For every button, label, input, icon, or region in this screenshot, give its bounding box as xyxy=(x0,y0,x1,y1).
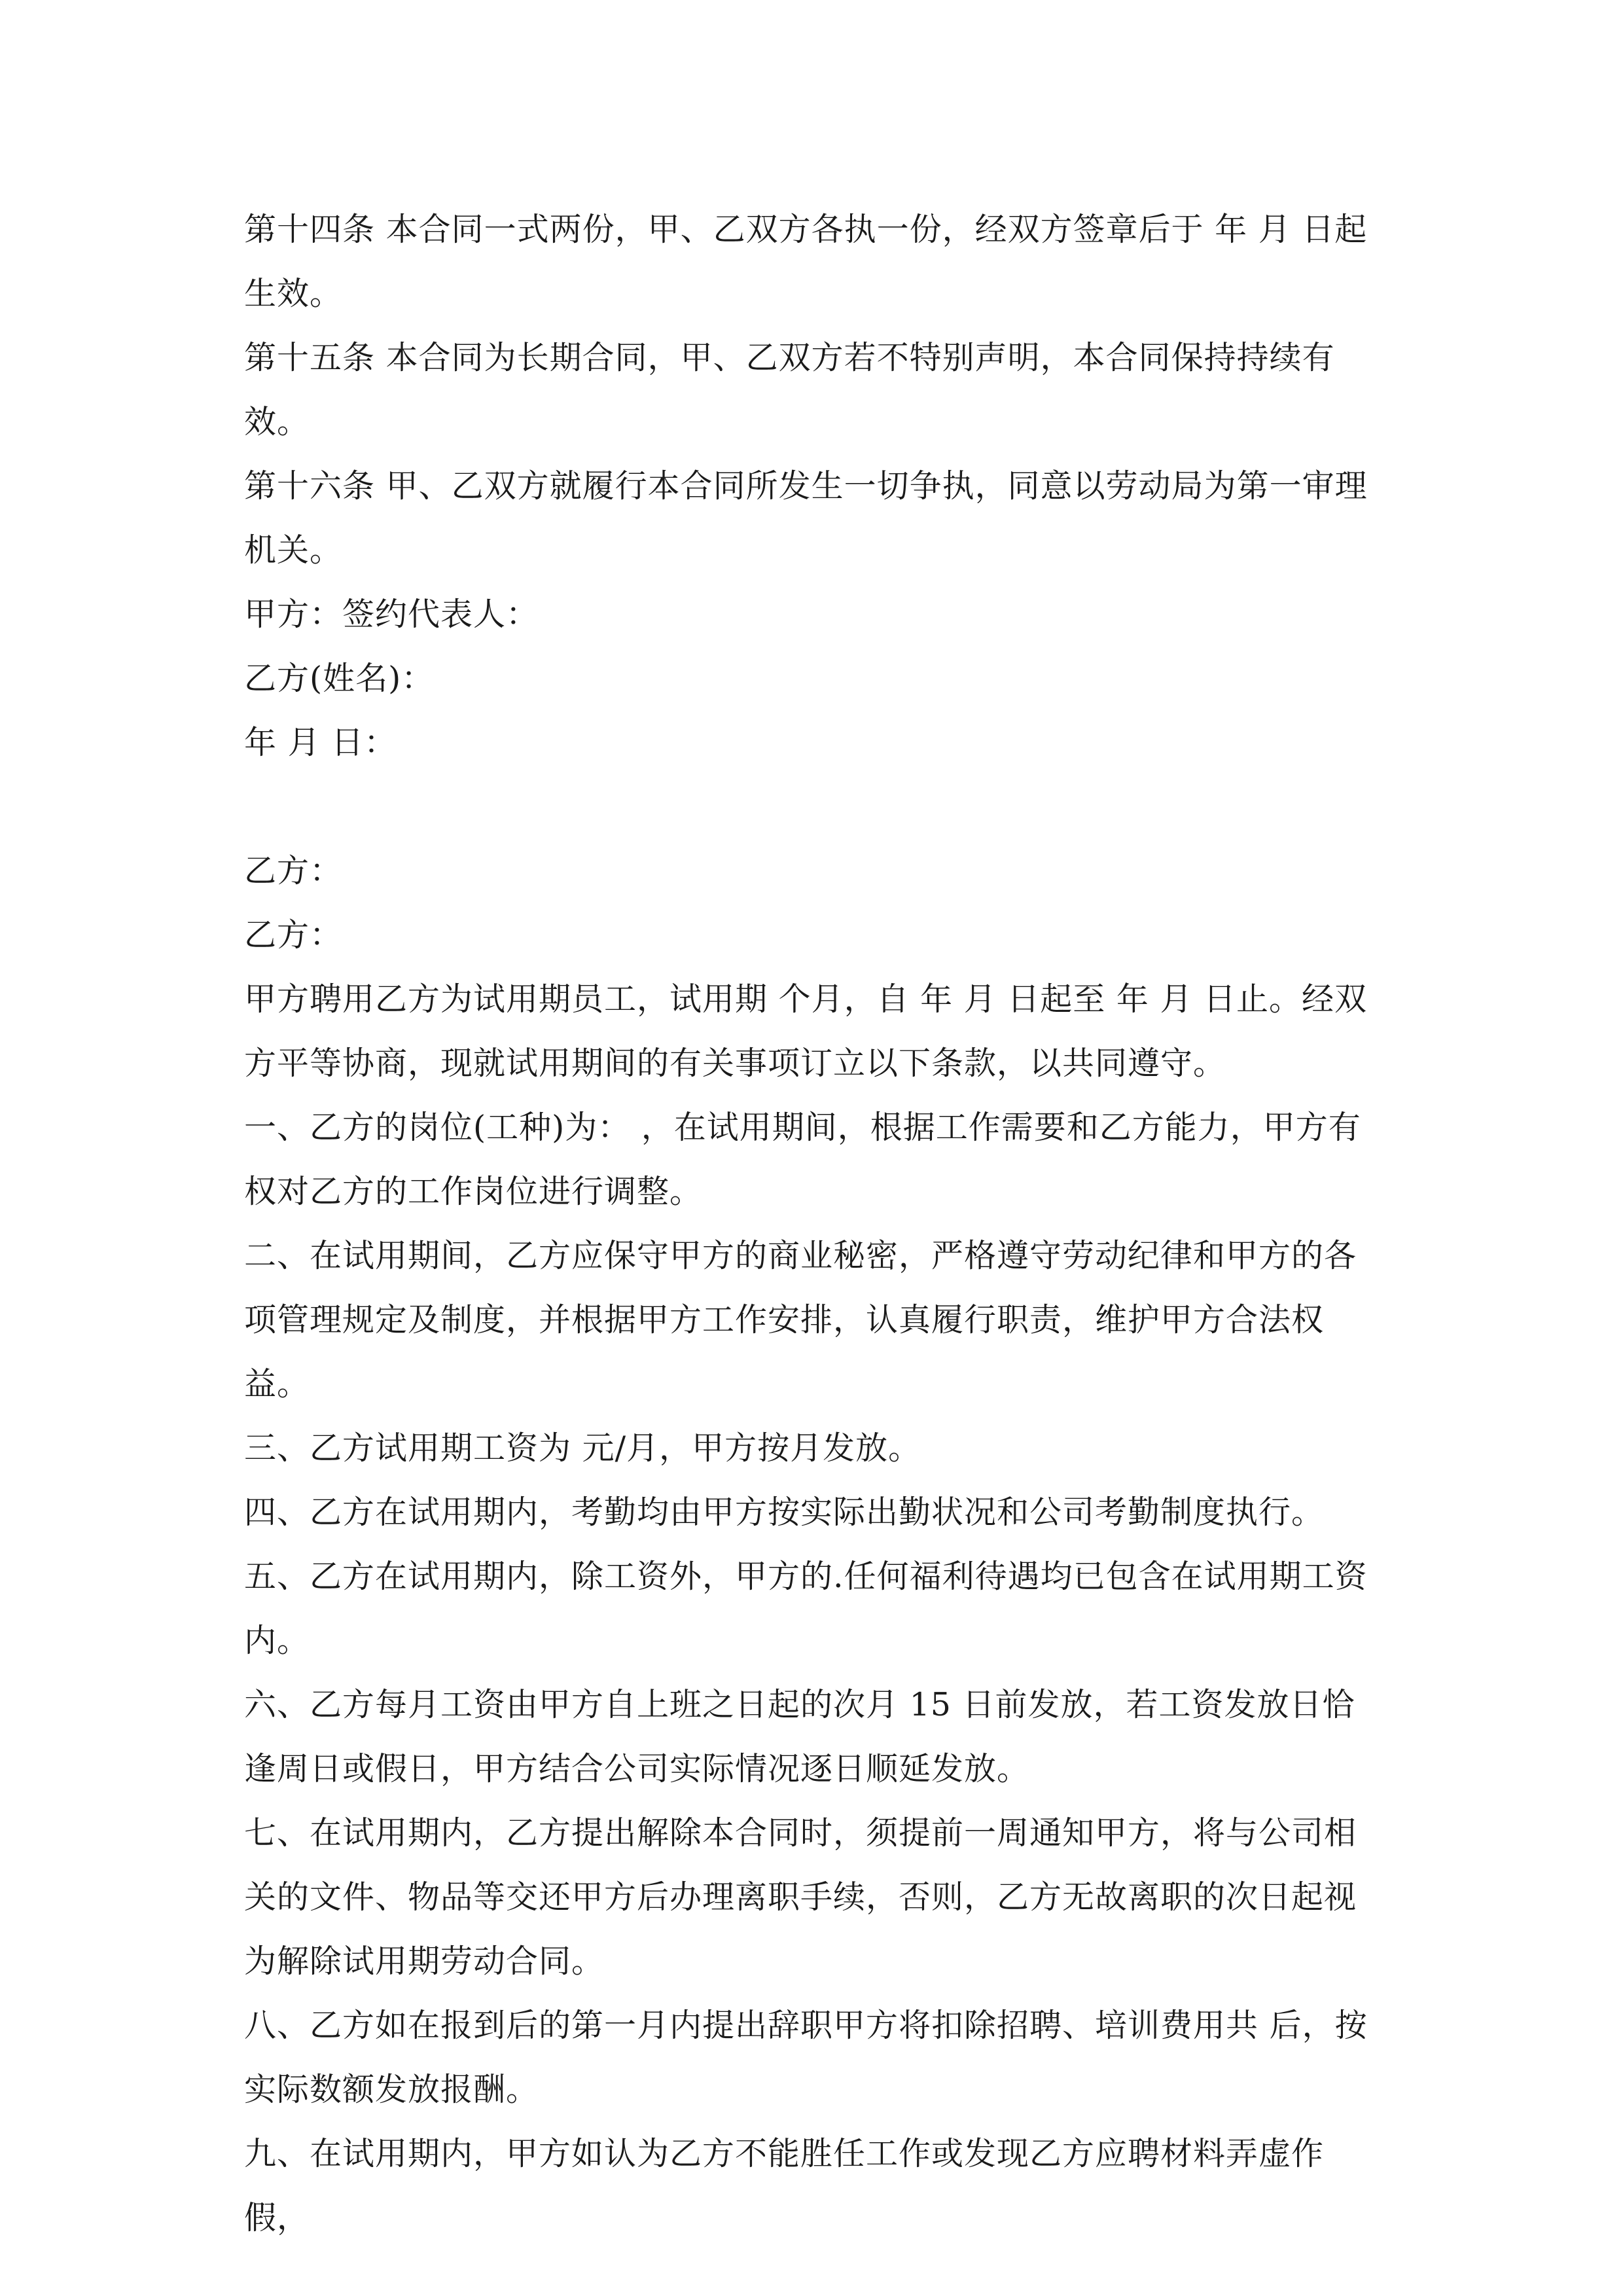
clause-15: 第十五条 本合同为长期合同，甲、乙双方若不特别声明，本合同保持持续有效。 xyxy=(244,339,1335,440)
item-2-confidentiality: 二、在试用期间，乙方应保守甲方的商业秘密，严格遵守劳动纪律和甲方的各项管理规定及制度，并根据甲方工作安排，认真履行职责，维护甲方合法权益。 xyxy=(244,1237,1357,1403)
probation-intro: 甲方聘用乙方为试用期员工，试用期 个月，自 年 月 日起至 年 月 日止。经双方平等协商，现就试用期间的有关事项订立以下条款，以共同遵守。 xyxy=(244,980,1368,1082)
document-body xyxy=(244,198,1383,2250)
party-b-name-line: 乙方(姓名)： xyxy=(244,660,435,697)
section-spacer xyxy=(244,775,1383,839)
party-b-line-2: 乙方： xyxy=(244,916,343,954)
item-4-attendance: 四、乙方在试用期内，考勤均由甲方按实际出勤状况和公司考勤制度执行。 xyxy=(244,1494,1325,1531)
party-b-line-1: 乙方： xyxy=(244,852,343,889)
item-6-payday: 六、乙方每月工资由甲方自上班之日起的次月 15 日前发放，若工资发放日恰逢周日或假日，甲方结合公司实际情况逐日顺延发放。 xyxy=(244,1686,1355,1787)
item-5-benefits: 五、乙方在试用期内，除工资外，甲方的.任何福利待遇均已包含在试用期工资内。 xyxy=(244,1558,1368,1659)
item-7-resignation: 七、在试用期内，乙方提出解除本合同时，须提前一周通知甲方，将与公司相关的文件、物品等交还甲方后办理离职手续，否则，乙方无故离职的次日起视为解除试用期劳动合同。 xyxy=(244,1814,1357,1980)
item-3-salary: 三、乙方试用期工资为 元/月，甲方按月发放。 xyxy=(244,1429,921,1467)
clause-14: 第十四条 本合同一式两份，甲、乙双方各执一份，经双方签章后于 年 月 日起生效。 xyxy=(244,211,1368,312)
date-line: 年 月 日： xyxy=(244,724,397,761)
party-a-signature-line: 甲方：签约代表人： xyxy=(244,596,539,633)
clause-16: 第十六条 甲、乙双方就履行本合同所发生一切争执，同意以劳动局为第一审理机关。 xyxy=(244,467,1368,569)
item-8-deduction: 八、乙方如在报到后的第一月内提出辞职甲方将扣除招聘、培训费用共 后，按实际数额发放报酬。 xyxy=(244,2007,1368,2108)
item-1-position: 一、乙方的岗位(工种)为： ，在试用期间，根据工作需要和乙方能力，甲方有权对乙方的工作岗位进行调整。 xyxy=(244,1109,1361,1210)
item-9-termination: 九、在试用期内，甲方如认为乙方不能胜任工作或发现乙方应聘材料弄虚作假， xyxy=(244,2135,1325,2236)
